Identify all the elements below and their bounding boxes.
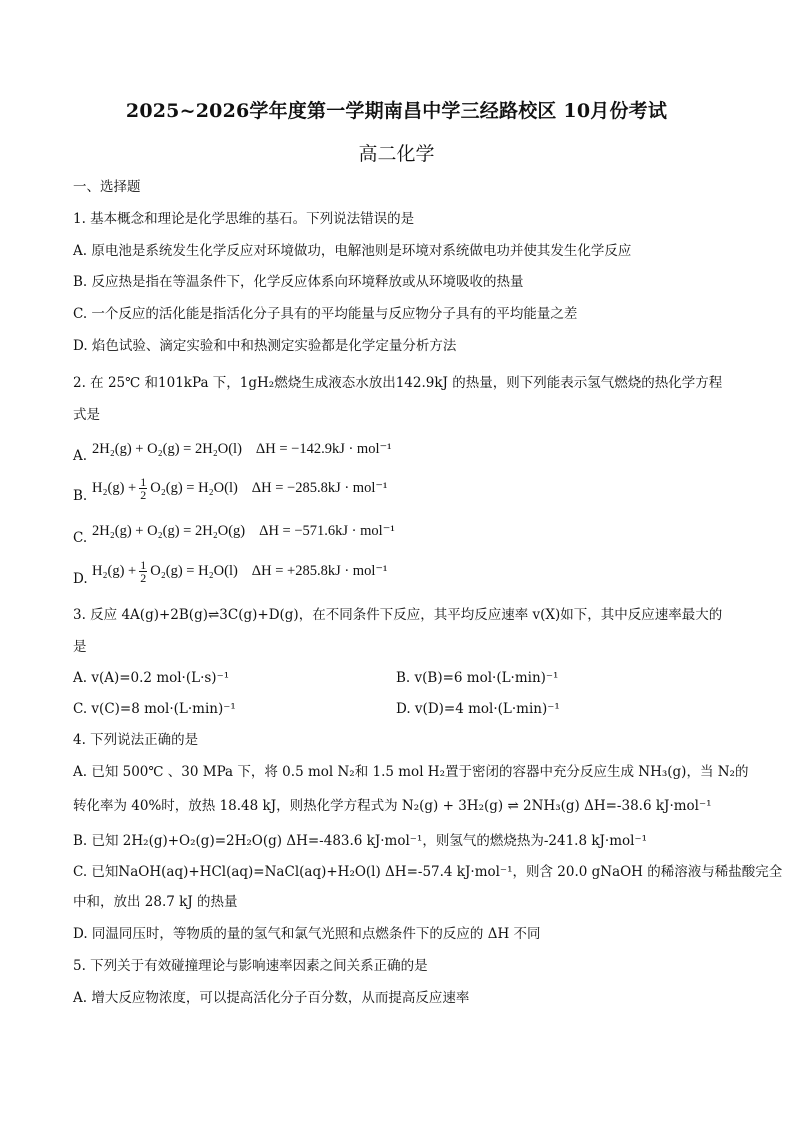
q2-d-fraction <box>139 559 147 584</box>
q4-option-a-line1: A. 已知 500℃ 、30 MPa 下，将 0.5 mol N₂和 1.5 mol H₂置于密闭的容器中充分反应生成 NH₃(g)，当 N₂的 <box>73 764 749 780</box>
q2-d-equation-right: O₂(g) = H₂O(l) <box>150 563 238 579</box>
q2-option-b-formula <box>92 476 387 501</box>
q2-c-equation: 2H₂(g) + O₂(g) = 2H₂O(g) <box>92 523 246 539</box>
exam-subject: 高二化学 <box>358 143 435 165</box>
q1-stem: 1. 基本概念和理论是化学思维的基石。下列说法错误的是 <box>73 211 415 227</box>
q2-d-equation-left: H₂(g) + <box>92 563 137 579</box>
q2-option-a-formula <box>92 441 391 458</box>
q1-option-c: C. 一个反应的活化能是指活化分子具有的平均能量与反应物分子具有的平均能量之差 <box>73 306 578 322</box>
q2-option-c-formula <box>92 523 395 540</box>
q2-b-equation-left: H₂(g) + <box>92 480 137 496</box>
q2-stem-line1: 2. 在 25℃ 和101kPa 下，1gH₂燃烧生成液态水放出142.9kJ 的热量，则下列能表示氢气燃烧的热化学方程 <box>73 375 723 391</box>
q2-b-fraction <box>139 476 147 501</box>
q4-option-d: D. 同温同压时，等物质的量的氢气和氯气光照和点燃条件下的反应的 ΔH 不同 <box>73 926 541 942</box>
q3-option-c: C. v(C)=8 mol·(L·min)⁻¹ <box>73 701 236 717</box>
fraction-denominator: 2 <box>140 488 147 502</box>
q4-option-a-line2: 转化率为 40%时，放热 18.48 kJ，则热化学方程式为 N₂(g) + 3H₂(g) ⇌ 2NH₃(g) ΔH=-38.6 kJ·mol⁻¹ <box>73 798 712 814</box>
fraction-numerator: 1 <box>140 558 147 572</box>
q2-option-d-label: D. <box>73 571 88 587</box>
fraction-numerator: 1 <box>140 475 147 489</box>
q2-b-enthalpy: ΔH = −285.8kJ · mol⁻¹ <box>251 480 388 496</box>
q1-option-b: B. 反应热是指在等温条件下，化学反应体系向环境释放或从环境吸收的热量 <box>73 274 524 290</box>
q2-stem-line2: 式是 <box>73 407 100 423</box>
q5-option-a: A. 增大反应物浓度，可以提高活化分子百分数，从而提高反应速率 <box>73 990 470 1006</box>
q4-stem: 4. 下列说法正确的是 <box>73 732 199 748</box>
q2-a-equation: 2H₂(g) + O₂(g) = 2H₂O(l) <box>92 441 242 457</box>
q3-stem-line1: 3. 反应 4A(g)+2B(g)⇌3C(g)+D(g)，在不同条件下反应，其平均反应速率 v(X)如下，其中反应速率最大的 <box>73 607 723 623</box>
q1-option-a: A. 原电池是系统发生化学反应对环境做功，电解池则是环境对系统做电功并使其发生化学反应 <box>73 243 632 259</box>
q4-option-b: B. 已知 2H₂(g)+O₂(g)=2H₂O(g) ΔH=-483.6 kJ·mol⁻¹，则氢气的燃烧热为-241.8 kJ·mol⁻¹ <box>73 833 648 849</box>
q2-option-d-formula <box>92 559 387 584</box>
q3-option-a: A. v(A)=0.2 mol·(L·s)⁻¹ <box>73 670 230 686</box>
fraction-denominator: 2 <box>140 571 147 585</box>
q3-option-b: B. v(B)=6 mol·(L·min)⁻¹ <box>396 670 559 686</box>
q2-a-enthalpy: ΔH = −142.9kJ · mol⁻¹ <box>255 441 392 457</box>
q4-option-c-line1: C. 已知NaOH(aq)+HCl(aq)=NaCl(aq)+H₂O(l) ΔH=-57.4 kJ·mol⁻¹，则含 20.0 gNaOH 的稀溶液与稀盐酸完全 <box>73 864 783 880</box>
q3-stem-line2: 是 <box>73 639 87 655</box>
section-heading: 一、选择题 <box>73 179 141 195</box>
q2-b-equation-right: O₂(g) = H₂O(l) <box>150 480 238 496</box>
q2-d-enthalpy: ΔH = +285.8kJ · mol⁻¹ <box>251 563 388 579</box>
q1-option-d: D. 焰色试验、滴定实验和中和热测定实验都是化学定量分析方法 <box>73 338 457 354</box>
q2-option-b-label: B. <box>73 488 88 504</box>
q2-c-enthalpy: ΔH = −571.6kJ · mol⁻¹ <box>259 523 395 539</box>
q4-option-c-line2: 中和，放出 28.7 kJ 的热量 <box>73 894 238 910</box>
q2-option-a-label: A. <box>73 448 88 464</box>
q3-option-d: D. v(D)=4 mol·(L·min)⁻¹ <box>396 701 560 717</box>
exam-title: 2025~2026学年度第一学期南昌中学三经路校区 10月份考试 <box>125 100 668 122</box>
q2-option-c-label: C. <box>73 530 88 546</box>
q5-stem: 5. 下列关于有效碰撞理论与影响速率因素之间关系正确的是 <box>73 958 428 974</box>
